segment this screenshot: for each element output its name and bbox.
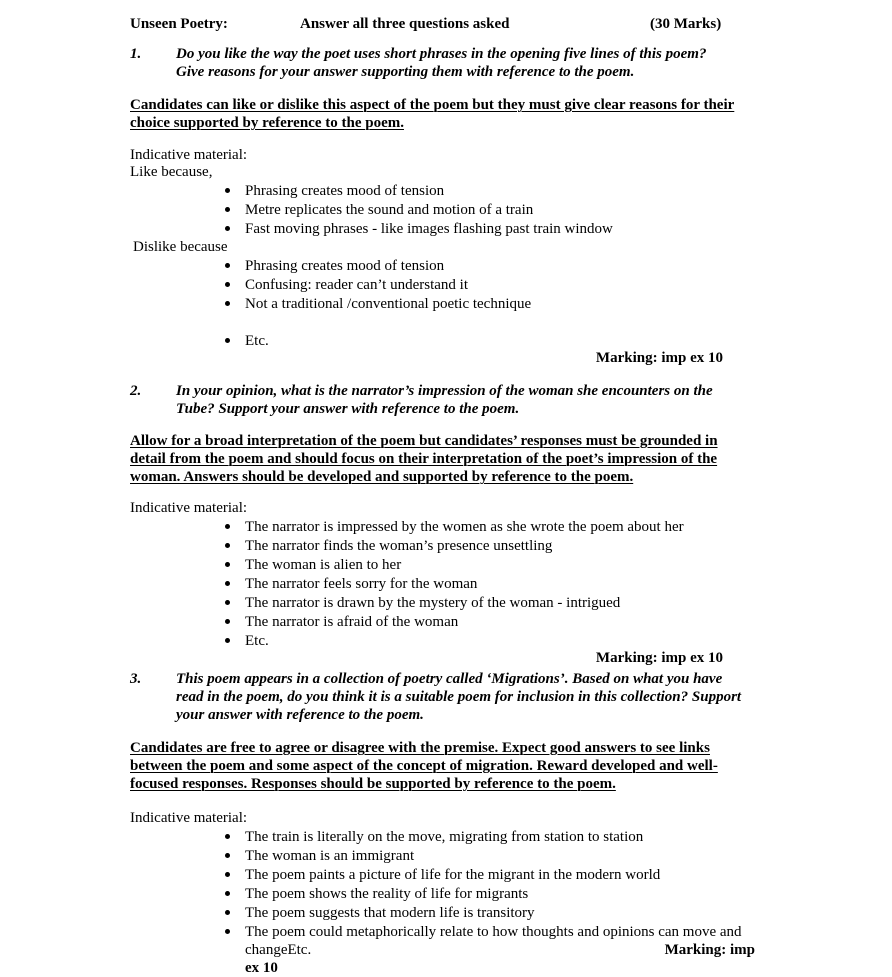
q2-number: 2. (130, 383, 142, 399)
bullet-icon (225, 282, 230, 287)
q2-item: The woman is alien to her (245, 557, 402, 573)
bullet-icon (225, 910, 230, 915)
bullet-icon (225, 891, 230, 896)
q3-text-line-2: read in the poem, do you think it is a suitable poem for inclusion in this collection? Support (176, 689, 742, 705)
q3-guidance-line-1: Candidates are free to agree or disagree with the premise. Expect good answers to see links (130, 740, 710, 756)
q1-etc: Etc. (245, 333, 269, 349)
q1-dislike-item: Not a traditional /conventional poetic technique (245, 296, 532, 312)
q1-guidance-line-2: choice supported by reference to the poem. (130, 115, 404, 131)
q3-guidance-line-3: focused responses. Responses should be supported by reference to the poem. (130, 776, 616, 792)
q3-text-line-3: your answer with reference to the poem. (176, 707, 424, 723)
q2-marking: Marking: imp ex 10 (595, 650, 723, 666)
q3-indicative-label: Indicative material: (130, 810, 248, 826)
q3-last-line: changeEtc. (245, 942, 312, 958)
q2-guidance-line-3: woman. Answers should be developed and supported by reference to the poem. (130, 469, 634, 485)
bullet-icon (225, 638, 230, 643)
q3-item: The woman is an immigrant (245, 848, 415, 864)
bullet-icon (225, 188, 230, 193)
q1-dislike-item: Confusing: reader can’t understand it (245, 277, 468, 293)
q1-number: 1. (130, 46, 142, 62)
bullet-icon (225, 872, 230, 877)
bullet-icon (225, 524, 230, 529)
header-center: Answer all three questions asked (300, 16, 510, 32)
q2-guidance-line-1: Allow for a broad interpretation of the poem but candidates’ responses must be grounded in (130, 433, 718, 449)
q2-item: The narrator feels sorry for the woman (245, 576, 478, 592)
q3-item: The poem shows the reality of life for migrants (245, 886, 529, 902)
header-right: (30 Marks) (650, 16, 722, 32)
q1-like-item: Fast moving phrases - like images flashing past train window (245, 221, 613, 237)
bullet-icon (225, 338, 230, 343)
q2-item: The narrator finds the woman’s presence unsettling (245, 538, 553, 554)
q2-guidance-line-2: detail from the poem and should focus on their interpretation of the poet’s impression of the (130, 451, 718, 467)
bullet-icon (225, 619, 230, 624)
bullet-icon (225, 543, 230, 548)
q1-text-line-2: Give reasons for your answer supporting them with reference to the poem. (176, 64, 635, 80)
q1-indicative-label: Indicative material: (130, 147, 248, 163)
bullet-icon (225, 853, 230, 858)
q3-item: The poem paints a picture of life for the migrant in the modern world (245, 867, 661, 883)
bullet-icon (225, 581, 230, 586)
q1-like-label: Like because, (130, 164, 213, 180)
q2-text-line-1: In your opinion, what is the narrator’s impression of the woman she encounters on the (176, 383, 713, 399)
q1-like-item: Metre replicates the sound and motion of a train (245, 202, 534, 218)
q1-guidance-line-1: Candidates can like or dislike this aspect of the poem but they must give clear reasons for their (130, 97, 735, 113)
q2-item: The narrator is afraid of the woman (245, 614, 459, 630)
q2-item: The narrator is drawn by the mystery of the woman - intrigued (245, 595, 621, 611)
q3-item: The train is literally on the move, migrating from station to station (245, 829, 644, 845)
q3-marking-part1: Marking: imp (664, 942, 755, 958)
q1-dislike-item: Phrasing creates mood of tension (245, 258, 445, 274)
q2-text-line-2: Tube? Support your answer with reference to the poem. (176, 401, 520, 417)
q3-item: The poem could metaphorically relate to how thoughts and opinions can move and (245, 924, 742, 940)
q1-dislike-label: Dislike because (133, 239, 228, 255)
q2-item: The narrator is impressed by the women as she wrote the poem about her (245, 519, 684, 535)
bullet-icon (225, 600, 230, 605)
bullet-icon (225, 207, 230, 212)
bullet-icon (225, 226, 230, 231)
q2-item: Etc. (245, 633, 269, 649)
q1-like-item: Phrasing creates mood of tension (245, 183, 445, 199)
q3-marking-part2: ex 10 (245, 960, 278, 976)
bullet-icon (225, 834, 230, 839)
q3-item: The poem suggests that modern life is transitory (245, 905, 535, 921)
bullet-icon (225, 263, 230, 268)
bullet-icon (225, 929, 230, 934)
bullet-icon (225, 562, 230, 567)
q3-text-line-1: This poem appears in a collection of poetry called ‘Migrations’. Based on what you have (176, 671, 723, 687)
bullet-icon (225, 301, 230, 306)
q3-guidance-line-2: between the poem and some aspect of the concept of migration. Reward developed and well- (130, 758, 718, 774)
q3-number: 3. (130, 671, 142, 687)
q1-text-line-1: Do you like the way the poet uses short phrases in the opening five lines of this poem? (176, 46, 707, 62)
header-left: Unseen Poetry: (130, 16, 228, 32)
q2-indicative-label: Indicative material: (130, 500, 248, 516)
q1-marking: Marking: imp ex 10 (595, 350, 723, 366)
